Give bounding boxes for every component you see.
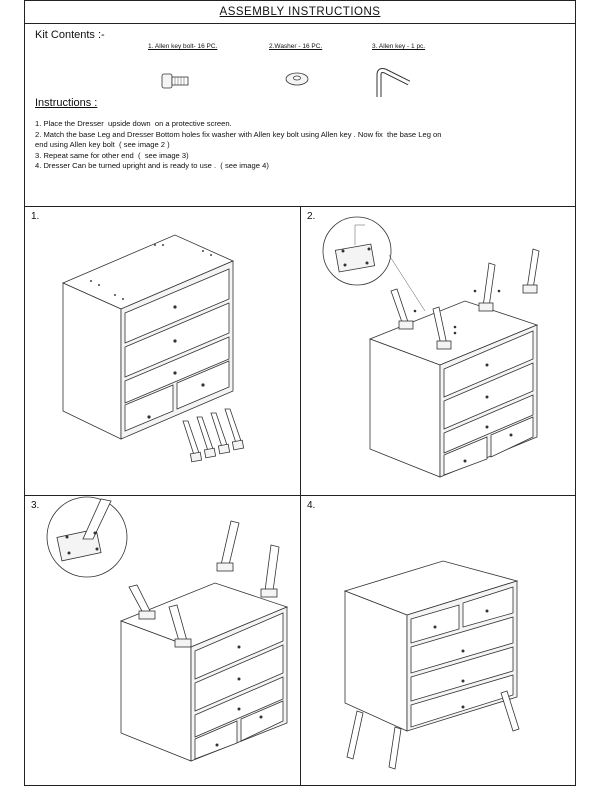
illustration-step-4 — [341, 557, 531, 777]
step-2: 2. Match the base Leg and Dresser Bottom holes fix washer with Allen key bolt using Allen key . Now fix the base Leg on — [35, 129, 442, 139]
allen-bolt-icon — [161, 71, 191, 93]
step-1: 1. Place the Dresser upside down on a protective screen. — [35, 119, 232, 128]
divider-vertical — [300, 207, 301, 785]
panel-number-3: 3. — [31, 500, 40, 511]
part-label-allen-key: 3. Allen key - 1 pc. — [372, 43, 426, 50]
step-2-continued: end using Allen key bolt ( see image 2 ) — [35, 140, 170, 149]
page-title: ASSEMBLY INSTRUCTIONS — [25, 1, 575, 24]
allen-key-icon — [375, 65, 415, 105]
part-label-washer: 2.Washer - 16 PC. — [269, 43, 323, 50]
instruction-sheet — [24, 0, 576, 786]
instruction-steps — [35, 119, 555, 172]
instructions-heading: Instructions : — [35, 97, 98, 109]
illustration-step-3 — [39, 505, 279, 781]
panel-number-1: 1. — [31, 211, 40, 222]
panel-number-2: 2. — [307, 211, 316, 222]
panel-number-4: 4. — [307, 500, 316, 511]
illustration-step-2 — [315, 215, 570, 485]
part-label-bolt: 1. Allen key bolt- 16 PC. — [148, 43, 218, 50]
kit-contents-heading: Kit Contents :- — [35, 29, 105, 41]
step-3: 3. Repeat same for other end ( see image 3) — [35, 150, 189, 160]
illustration-step-1 — [55, 221, 275, 481]
step-4: 4. Dresser Can be turned upright and is ready to use . ( see image 4) — [35, 161, 269, 170]
washer-icon — [283, 69, 313, 89]
